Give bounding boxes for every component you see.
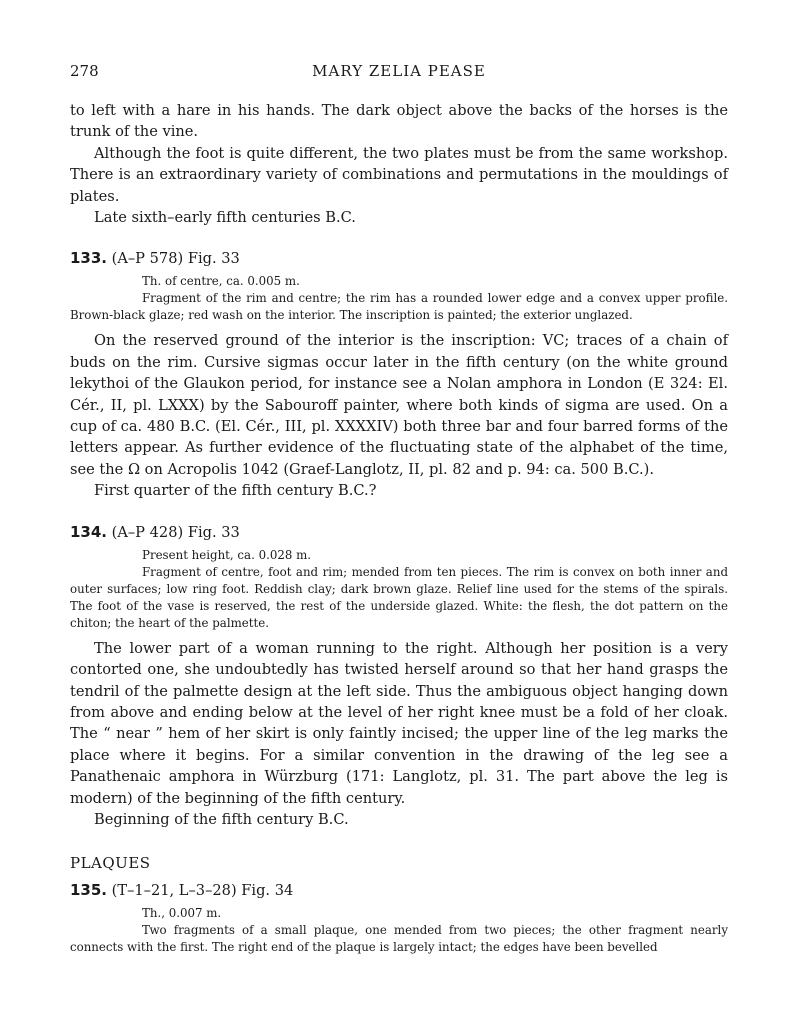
intro-date: Late sixth–early fifth centuries B.C. bbox=[94, 209, 356, 227]
section-heading-plaques: PLAQUES bbox=[70, 854, 151, 873]
page bbox=[70, 62, 728, 956]
page-number: 278 bbox=[70, 62, 99, 80]
entry-135-heading bbox=[70, 880, 728, 901]
entry-134-heading bbox=[70, 522, 728, 543]
entry-133-ref: (A–P 578) Fig. 33 bbox=[111, 250, 240, 268]
entry-135-thickness: Th., 0.007 m. bbox=[142, 906, 222, 921]
entry-133-heading bbox=[70, 248, 728, 269]
entry-133-thickness: Th. of centre, ca. 0.005 m. bbox=[142, 274, 300, 289]
entry-134-description: Fragment of centre, foot and rim; mended from ten pieces. The rim is convex on both inner and outer surfaces; low ring foot. Reddish clay; dark brown glaze. Relief line used for the stems of the spirals. The foot of the vase is reserved, the rest of the underside glazed. White: the flesh, the dot pattern on the chiton; the heart of the palmette. bbox=[70, 564, 728, 630]
entry-133-body: On the reserved ground of the interior is the inscription: VC; traces of a chain of buds on the rim. Cursive sigmas occur later in the fifth century (on the white ground lekythoi of the Glaukon period, for instance see a Nolan amphora in London (E 324: El. Cér., II, pl. LXXX) by the Sabouroff painter, where both kinds of sigma are used. On a cup of ca. 480 B.C. (El. Cér., III, pl. XXXXIV) both three bar and four barred forms of the letters appear. As further evidence of the fluctuating state of the alphabet of the time, see the Ω on Acropolis 1042 (Graef-Langlotz, II, pl. 82 and p. 94: ca. 500 B.C.). bbox=[70, 332, 728, 478]
entry-134-body: The lower part of a woman running to the right. Although her position is a very contorted one, she undoubtedly has twisted herself around so that her hand grasps the tendril of the palmette design at the left side. Thus the ambiguous object hanging down from above and ending below at the level of her right knee must be a fold of her cloak. The “ near ” hem of her skirt is only faintly incised; the upper line of the leg marks the place where it begins. For a similar convention in the drawing of the leg see a Panathenaic amphora in Würzburg (171: Langlotz, pl. 31. The part above the leg is modern) of the beginning of the fifth century. bbox=[70, 639, 728, 807]
page-header bbox=[70, 62, 728, 86]
entry-133-date: First quarter of the fifth century B.C.? bbox=[94, 482, 377, 500]
entry-135-description: Two fragments of a small plaque, one mended from two pieces; the other fragment nearly connects with the first. The right end of the plaque is largely intact; the edges have been bevelled bbox=[70, 923, 728, 955]
entry-134-number: 134. bbox=[70, 522, 108, 541]
intro-paragraph-2: Although the foot is quite different, the two plates must be from the same workshop. There is an extraordinary variety of combinations and permutations in the mouldings of plates. bbox=[70, 144, 728, 205]
entry-133-description: Fragment of the rim and centre; the rim has a rounded lower edge and a convex upper profile. Brown-black glaze; red wash on the interior. The inscription is painted; the exterior unglazed. bbox=[70, 291, 728, 323]
intro-paragraph-1: to left with a hare in his hands. The dark object above the backs of the horses is the trunk of the vine. bbox=[70, 102, 728, 141]
entry-135-number: 135. bbox=[70, 881, 108, 900]
entry-134-height: Present height, ca. 0.028 m. bbox=[142, 547, 312, 562]
entry-134-date: Beginning of the fifth century B.C. bbox=[94, 810, 349, 828]
entry-133-number: 133. bbox=[70, 249, 108, 268]
entry-135-ref: (T–1–21, L–3–28) Fig. 34 bbox=[111, 882, 294, 900]
entry-134-ref: (A–P 428) Fig. 33 bbox=[111, 523, 240, 541]
running-title: MARY ZELIA PEASE bbox=[312, 62, 486, 80]
